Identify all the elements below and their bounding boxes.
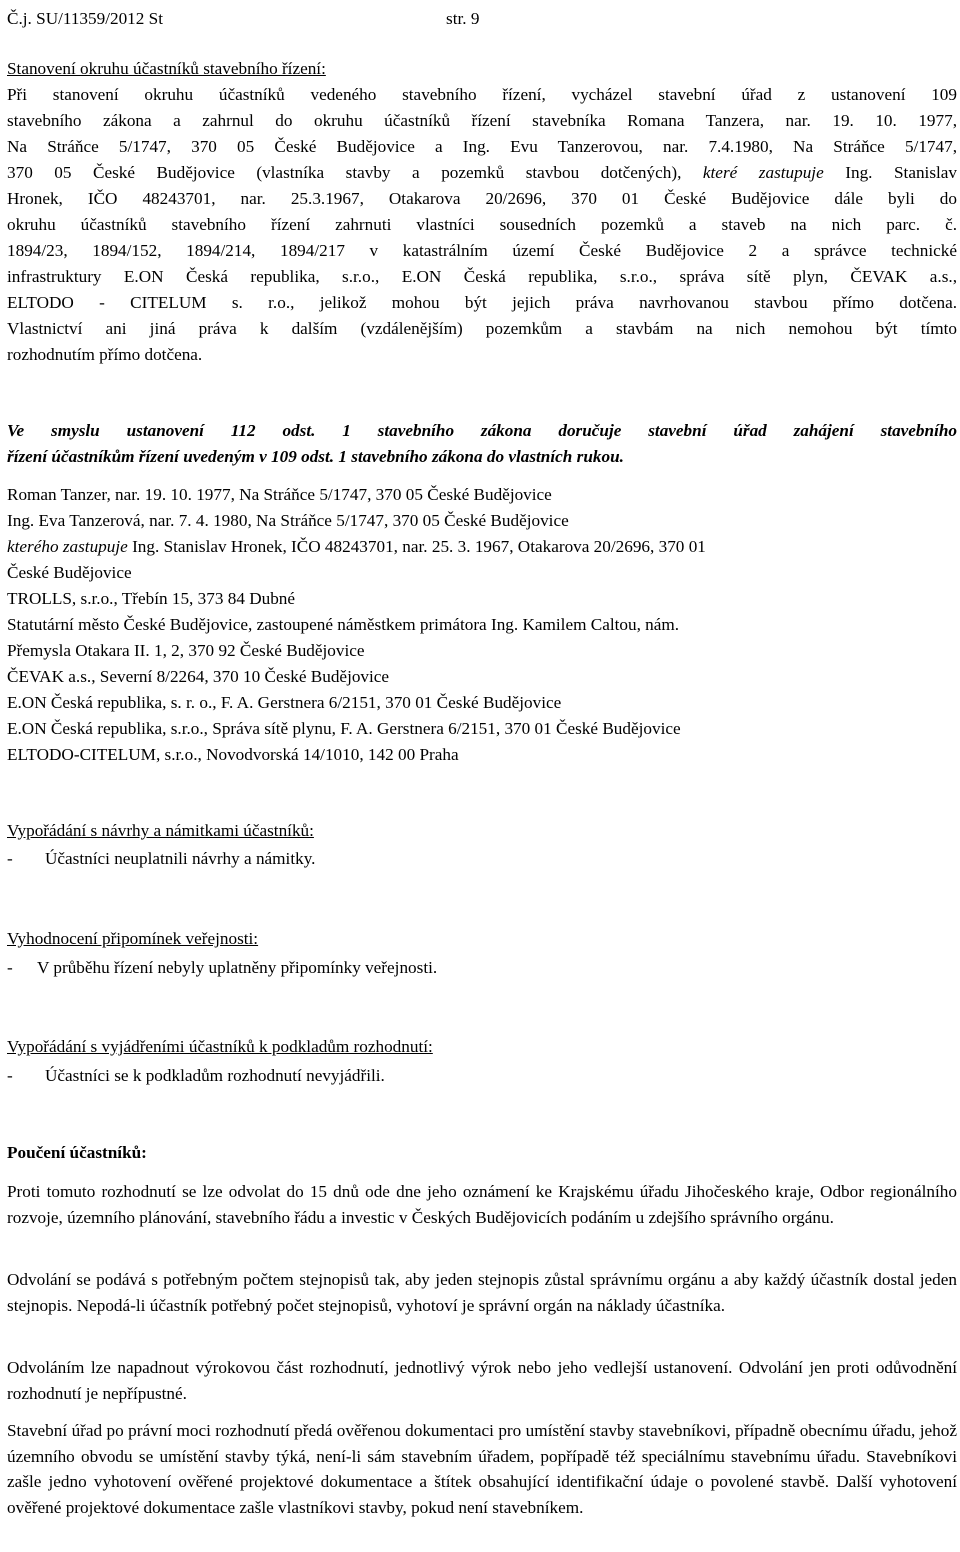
participants-line-part: 370 05 České Budějovice (vlastníka stavby a pozemků stavbou dotčených), xyxy=(7,163,682,182)
page-header xyxy=(7,7,957,31)
public-item xyxy=(7,955,437,981)
participants-heading: Stanovení okruhu účastníků stavebního řízení: xyxy=(7,59,326,78)
statements-item xyxy=(7,1063,385,1089)
instructions-paragraph: Stavební úřad po právní moci rozhodnutí předá ověřenou dokumentaci pro umístění stavby stavebníkovi, případně obecnímu úřadu, jehož územního obvodu se umístění stavby týká, není-li sám stavebním úřadem, popřípadě též speciálnímu stavebnímu úřadu. Stavebníkovi zašle jedno vyhotovení ověřené projektové dokumentace a štítek obsahující identifikační údaje o povolené stavbě. Další vyhotovení ověřené projektové dokumentace zašle vlastníkovi stavby, pokud není stavebníkem. xyxy=(7,1421,957,1517)
participants-line: infrastruktury E.ON Česká republika, s.r.o., E.ON Česká republika, s.r.o., správa sítě plyn, ČEVAK a.s., xyxy=(7,267,957,286)
delivery-statement-line: Ve smyslu ustanovení 112 odst. 1 stavebního zákona doručuje stavební úřad zahájení stavebního xyxy=(7,421,957,440)
participants-line-part: Ing. Stanislav xyxy=(845,163,958,182)
statements-item-text: Účastníci se k podkladům rozhodnutí nevyjádřili. xyxy=(45,1066,385,1085)
statements-heading: Vypořádání s vyjádřeními účastníků k podkladům rozhodnutí: xyxy=(7,1037,433,1056)
delivery-statement-line: řízení účastníkům řízení uvedeným v 109 odst. 1 stavebního zákona do vlastních rukou. xyxy=(7,447,624,466)
recipient-line: Ing. Eva Tanzerová, nar. 7. 4. 1980, Na Stráňce 5/1747, 370 05 České Budějovice xyxy=(7,511,569,530)
proposals-item xyxy=(7,846,315,872)
participants-line-italic: které zastupuje xyxy=(702,163,824,182)
recipient-line: E.ON Česká republika, s. r. o., F. A. Gerstnera 6/2151, 370 01 České Budějovice xyxy=(7,693,562,712)
list-dash: - xyxy=(7,958,13,977)
participants-line: stavebního zákona a zahrnul do okruhu účastníků řízení stavebníka Romana Tanzera, nar. 19. 10. 1977, xyxy=(7,111,957,130)
reference-number: Č.j. SU/11359/2012 St xyxy=(7,9,163,28)
participants-line: Hronek, IČO 48243701, nar. 25.3.1967, Otakarova 20/2696, 370 01 České Budějovice dále byli do xyxy=(7,189,957,208)
recipient-line: ELTODO-CITELUM, s.r.o., Novodvorská 14/1010, 142 00 Praha xyxy=(7,745,459,764)
representative-italic: kterého zastupuje xyxy=(7,537,128,556)
list-dash: - xyxy=(7,1066,13,1085)
recipient-line: TROLLS, s.r.o., Třebín 15, 373 84 Dubné xyxy=(7,589,296,608)
instructions-paragraph: Odvoláním lze napadnout výrokovou část rozhodnutí, jednotlivý výrok nebo jeho vedlejší ustanovení. Odvolání jen proti odůvodnění rozhodnutí je nepřípustné. xyxy=(7,1358,957,1403)
recipient-line xyxy=(7,534,957,560)
participants-line: 1894/23, 1894/152, 1894/214, 1894/217 v katastrálním území České Budějovice 2 a správce technické xyxy=(7,241,957,260)
representative-text: Ing. Stanislav Hronek, IČO 48243701, nar. 25. 3. 1967, Otakarova 20/2696, 370 01 xyxy=(132,537,706,556)
page-number: str. 9 xyxy=(446,9,480,28)
public-item-text: V průběhu řízení nebyly uplatněny připomínky veřejnosti. xyxy=(37,958,438,977)
recipient-line: ČEVAK a.s., Severní 8/2264, 370 10 České Budějovice xyxy=(7,667,390,686)
participants-line xyxy=(7,160,957,186)
instructions-paragraph: Proti tomuto rozhodnutí se lze odvolat do 15 dnů ode dne jeho oznámení ke Krajskému úřadu Jihočeského kraje, Odbor regionálního rozvoje, územního plánování, stavebního řádu a investic v Českých Budějovicích podáním u zdejšího správního orgánu. xyxy=(7,1182,957,1227)
list-dash: - xyxy=(7,849,13,868)
proposals-item-text: Účastníci neuplatnili návrhy a námitky. xyxy=(45,849,316,868)
participants-line: rozhodnutím přímo dotčena. xyxy=(7,345,203,364)
recipient-line: České Budějovice xyxy=(7,563,132,582)
instructions-paragraph: Odvolání se podává s potřebným počtem stejnopisů tak, aby jeden stejnopis zůstal správnímu orgánu a aby každý účastník dostal jeden stejnopis. Nepodá-li účastník potřebný počet stejnopisů, vyhotoví je správní orgán na náklady účastníka. xyxy=(7,1270,957,1315)
recipient-line: Přemysla Otakara II. 1, 2, 370 92 České Budějovice xyxy=(7,641,365,660)
proposals-heading: Vypořádání s návrhy a námitkami účastníků: xyxy=(7,821,314,840)
recipient-line: E.ON Česká republika, s.r.o., Správa sítě plynu, F. A. Gerstnera 6/2151, 370 01 České Budějovice xyxy=(7,719,681,738)
participants-line: Na Stráňce 5/1747, 370 05 České Budějovice a Ing. Evu Tanzerovou, nar. 7.4.1980, Na Stráňce 5/1747, xyxy=(7,137,957,156)
participants-line: okruhu účastníků stavebního řízení zahrnuti vlastníci sousedních pozemků a staveb na nich parc. č. xyxy=(7,215,957,234)
public-heading: Vyhodnocení připomínek veřejnosti: xyxy=(7,929,259,948)
instructions-heading: Poučení účastníků: xyxy=(7,1143,147,1162)
participants-line: ELTODO - CITELUM s. r.o., jelikož mohou být jejich práva navrhovanou stavbou přímo dotčena. xyxy=(7,293,957,312)
recipient-line: Statutární město České Budějovice, zastoupené náměstkem primátora Ing. Kamilem Caltou, nám. xyxy=(7,615,680,634)
participants-line: Při stanovení okruhu účastníků vedeného stavebního řízení, vycházel stavební úřad z ustanovení 109 xyxy=(7,85,957,104)
participants-line: Vlastnictví ani jiná práva k dalším (vzdálenějším) pozemkům a stavbám na nich nemohou být tímto xyxy=(7,319,957,338)
recipient-line: Roman Tanzer, nar. 19. 10. 1977, Na Stráňce 5/1747, 370 05 České Budějovice xyxy=(7,485,552,504)
